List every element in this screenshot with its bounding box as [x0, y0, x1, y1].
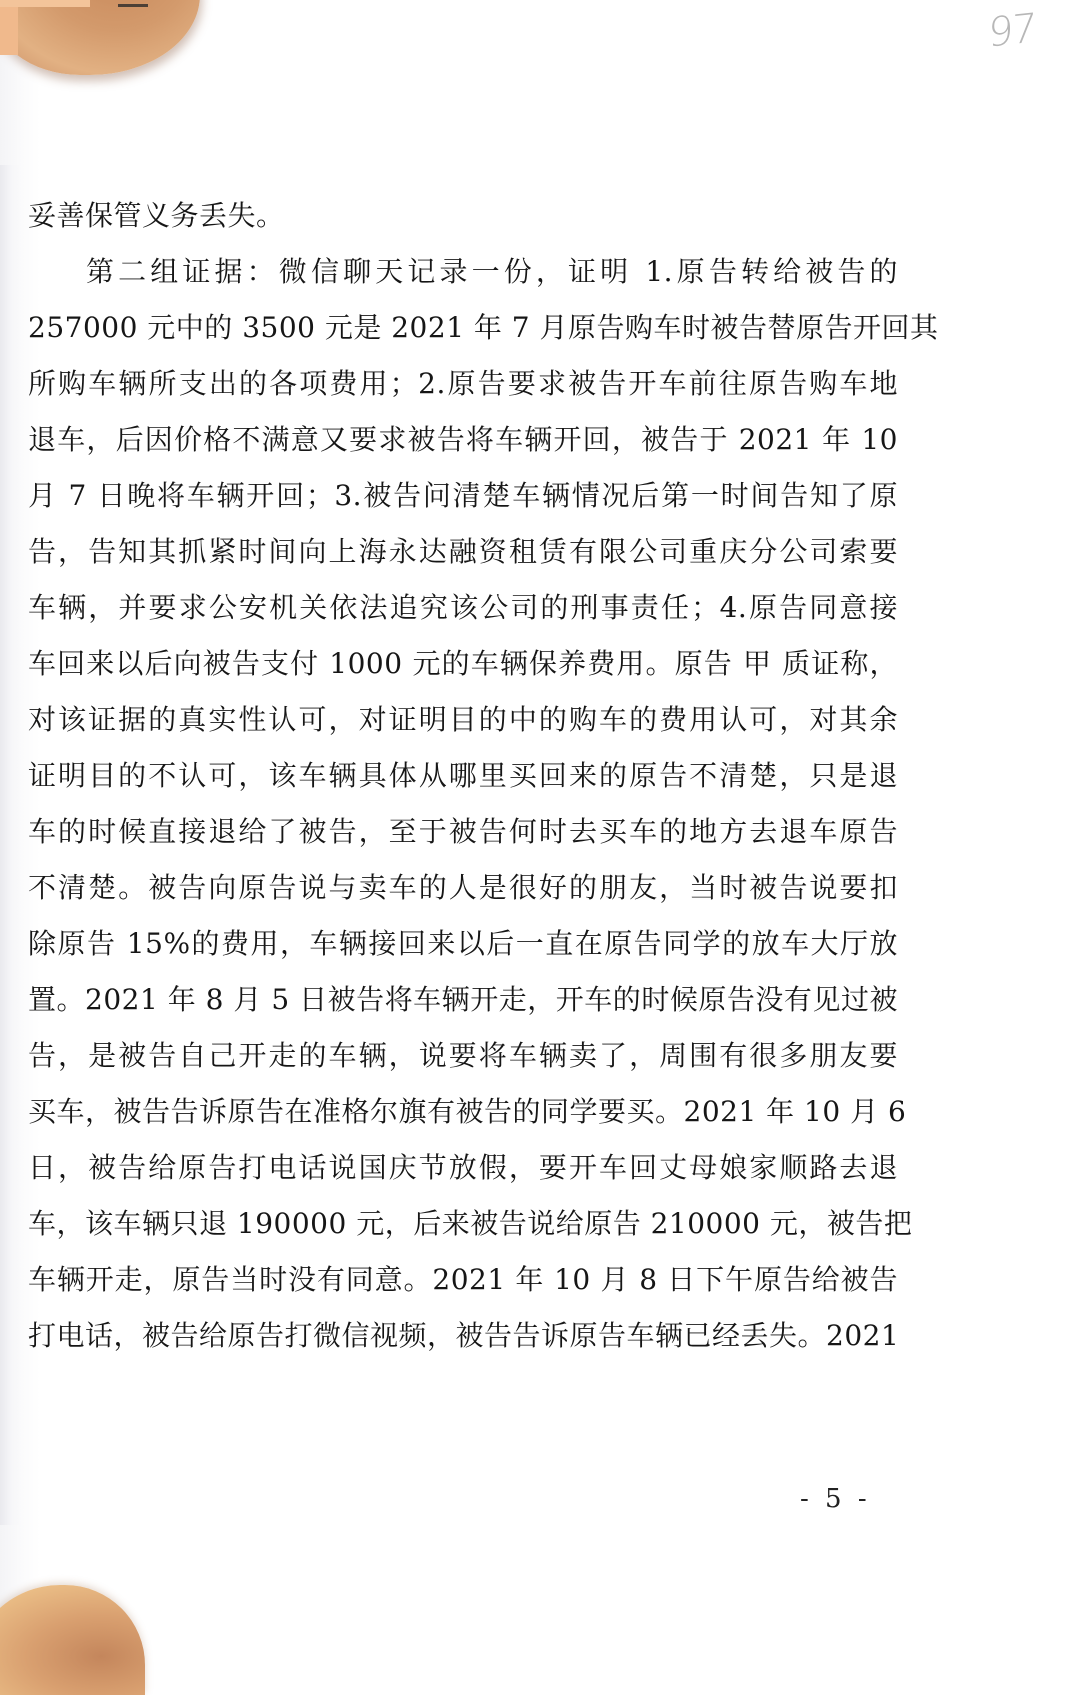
text-line: 打电话，被告给原告打微信视频，被告告诉原告车辆已经丢失。2021 [28, 1319, 900, 1352]
text-line: 257000 元中的 3500 元是 2021 年 7 月原告购车时被告替原告开回其 [28, 311, 939, 344]
handwritten-page-mark: 97 [987, 5, 1036, 57]
text-line: 证明目的不认可，该车辆具体从哪里买回来的原告不清楚，只是退 [28, 759, 898, 792]
text-line: 告，是被告自己开走的车辆，说要将车辆卖了，周围有很多朋友要 [28, 1039, 898, 1072]
finger-bottom-left [0, 1585, 145, 1695]
page-number: - 5 - [800, 1484, 871, 1514]
text-line: 不清楚。被告向原告说与卖车的人是很好的朋友，当时被告说要扣 [28, 871, 898, 904]
finger-top-side [0, 0, 18, 55]
text-line: 告，告知其抓紧时间向上海永达融资租赁有限公司重庆分公司索要 [28, 535, 898, 568]
top-edge-mark [118, 4, 148, 7]
text-line: 除原告 15%的费用，车辆接回来以后一直在原告同学的放车大厅放 [28, 927, 898, 960]
finger-top-band [0, 0, 90, 7]
document-body [28, 188, 939, 1364]
text-line: 退车，后因价格不满意又要求被告将车辆开回，被告于 2021 年 10 [28, 423, 898, 456]
text-line: 对该证据的真实性认可，对证明目的中的购车的费用认可，对其余 [28, 703, 898, 736]
text-line: 妥善保管义务丢失。 [28, 199, 285, 232]
finger-top-left [0, 0, 200, 75]
text-line: 置。2021 年 8 月 5 日被告将车辆开走，开车的时候原告没有见过被 [28, 983, 898, 1016]
text-line: 车，该车辆只退 190000 元，后来被告说给原告 210000 元，被告把 [28, 1207, 913, 1240]
text-line: 车的时候直接退给了被告，至于被告何时去买车的地方去退车原告 [28, 815, 898, 848]
text-line: 车辆开走，原告当时没有同意。2021 年 10 月 8 日下午原告给被告 [28, 1263, 898, 1296]
text-line: 月 7 日晚将车辆开回；3.被告问清楚车辆情况后第一时间告知了原 [28, 479, 898, 512]
text-line: 车辆，并要求公安机关依法追究该公司的刑事责任；4.原告同意接 [28, 591, 898, 624]
text-line: 所购车辆所支出的各项费用；2.原告要求被告开车前往原告购车地 [28, 367, 898, 400]
text-line: 车回来以后向被告支付 1000 元的车辆保养费用。原告 甲 质证称， [28, 647, 898, 680]
text-line: 日，被告给原告打电话说国庆节放假，要开车回丈母娘家顺路去退 [28, 1151, 898, 1184]
page-edge-shadow [0, 165, 20, 1525]
text-line: 买车，被告告诉原告在准格尔旗有被告的同学要买。2021 年 10 月 6 [28, 1095, 907, 1128]
text-line: 第二组证据：微信聊天记录一份，证明 1.原告转给被告的 [86, 255, 898, 288]
